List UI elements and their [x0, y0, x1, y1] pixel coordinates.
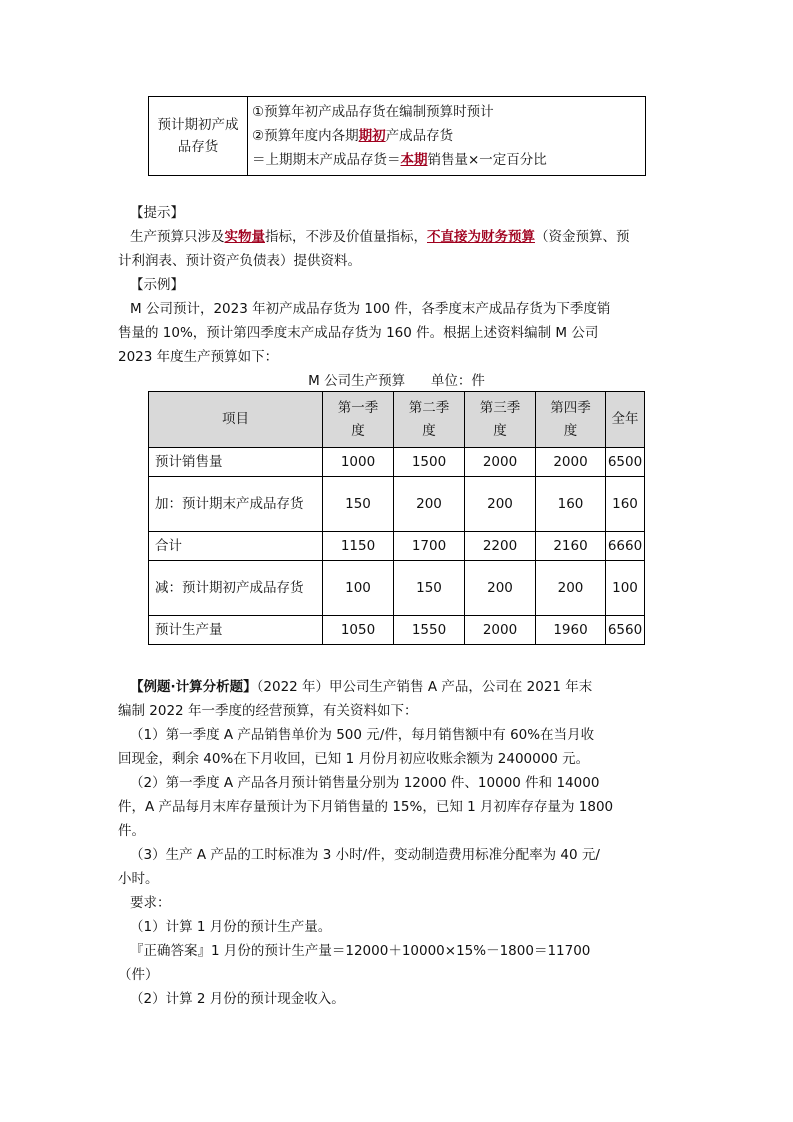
cell: 1700 [394, 532, 465, 561]
definition-content [248, 97, 646, 176]
definition-line-3: ＝上期期末产成品存货＝本期销售量×一定百分比 [252, 152, 547, 168]
condition-2-line-2: 件，A 产品每月末库存量预计为下月销售量的 15%，已知 1 月初库存存量为 1800 [118, 799, 614, 815]
condition-3-line-2: 小时。 [118, 871, 159, 887]
cell: 2000 [536, 448, 606, 477]
cell: 200 [394, 477, 465, 532]
cell: 100 [606, 561, 645, 616]
budget-caption: M 公司生产预算 单位：件 [308, 373, 485, 389]
cell: 6560 [606, 616, 645, 645]
requirement-2: （2）计算 2 月份的预计现金收入。 [130, 991, 345, 1007]
cell: 1000 [323, 448, 394, 477]
header-q2: 第二季度 [394, 392, 465, 448]
question-title: 【例题·计算分析题】 [130, 679, 257, 695]
row-item: 加：预计期末产成品存货 [149, 477, 323, 532]
example-line-2: 售量的 10%，预计第四季度末产成品存货为 160 件。根据上述资料编制 M 公司 [118, 325, 599, 341]
table-row [149, 616, 645, 645]
requirement-1: （1）计算 1 月份的预计生产量。 [130, 919, 332, 935]
cell: 2000 [465, 448, 536, 477]
condition-2-line-3: 件。 [118, 823, 145, 839]
answer-line-2: （件） [118, 967, 159, 983]
definition-label-text: 预计期初产成品存货 [157, 117, 239, 155]
highlight-qichu: 期初 [358, 128, 386, 144]
row-item: 减：预计期初产成品存货 [149, 561, 323, 616]
cell: 2160 [536, 532, 606, 561]
cell: 160 [606, 477, 645, 532]
table-row [149, 561, 645, 616]
highlight-not-direct: 不直接为财务预算 [427, 229, 535, 245]
cell: 150 [323, 477, 394, 532]
cell: 1150 [323, 532, 394, 561]
cell: 6500 [606, 448, 645, 477]
highlight-benqi: 本期 [400, 152, 428, 168]
table-row [149, 448, 645, 477]
cell: 160 [536, 477, 606, 532]
cell: 200 [465, 561, 536, 616]
hint-title: 【提示】 [130, 205, 184, 221]
cell: 100 [323, 561, 394, 616]
definition-label [149, 97, 248, 176]
cell: 150 [394, 561, 465, 616]
highlight-shiwuliang: 实物量 [224, 229, 265, 245]
requirement-title: 要求： [130, 895, 171, 911]
condition-1-line-2: 回现金，剩余 40%在下月收回，已知 1 月份月初应收账余额为 2400000 元。 [118, 751, 590, 767]
definition-line-2: ②预算年度内各期期初产成品存货 [252, 128, 454, 144]
condition-3-line-1: （3）生产 A 产品的工时标准为 3 小时/件，变动制造费用标准分配率为 40 元/ [130, 847, 600, 863]
example-line-1: M 公司预计，2023 年初产成品存货为 100 件，各季度末产成品存货为下季度销 [130, 301, 611, 317]
definition-line-1: ①预算年初产成品存货在编制预算时预计 [252, 104, 494, 120]
header-item: 项目 [149, 392, 323, 448]
header-q1: 第一季度 [323, 392, 394, 448]
condition-1-line-1: （1）第一季度 A 产品销售单价为 500 元/件，每月销售额中有 60%在当月收 [130, 727, 595, 743]
production-budget-table [148, 391, 645, 645]
row-item: 预计生产量 [149, 616, 323, 645]
row-item: 合计 [149, 532, 323, 561]
example-line-3: 2023 年度生产预算如下： [118, 349, 279, 365]
cell: 200 [465, 477, 536, 532]
hint-paragraph-line-1: 生产预算只涉及实物量指标，不涉及价值量指标，不直接为财务预算（资金预算、预 [130, 229, 630, 245]
header-year: 全年 [606, 392, 645, 448]
definition-table [148, 96, 646, 176]
question-line-2: 编制 2022 年一季度的经营预算，有关资料如下： [118, 703, 418, 719]
question-line-1: 【例题·计算分析题】（2022 年）甲公司生产销售 A 产品，公司在 2021 年末 [130, 679, 593, 695]
row-item: 预计销售量 [149, 448, 323, 477]
cell: 200 [536, 561, 606, 616]
cell: 2000 [465, 616, 536, 645]
cell: 6660 [606, 532, 645, 561]
table-row [149, 477, 645, 532]
hint-paragraph-line-2: 计利润表、预计资产负债表）提供资料。 [118, 253, 361, 269]
answer-line-1: 『正确答案』1 月份的预计生产量＝12000＋10000×15%－1800＝11700 [130, 943, 591, 959]
condition-2-line-1: （2）第一季度 A 产品各月预计销售量分别为 12000 件、10000 件和 14000 [130, 775, 600, 791]
cell: 1050 [323, 616, 394, 645]
table-row [149, 532, 645, 561]
header-q3: 第三季度 [465, 392, 536, 448]
cell: 1500 [394, 448, 465, 477]
header-q4: 第四季度 [536, 392, 606, 448]
cell: 1960 [536, 616, 606, 645]
example-title: 【示例】 [130, 277, 184, 293]
cell: 2200 [465, 532, 536, 561]
cell: 1550 [394, 616, 465, 645]
